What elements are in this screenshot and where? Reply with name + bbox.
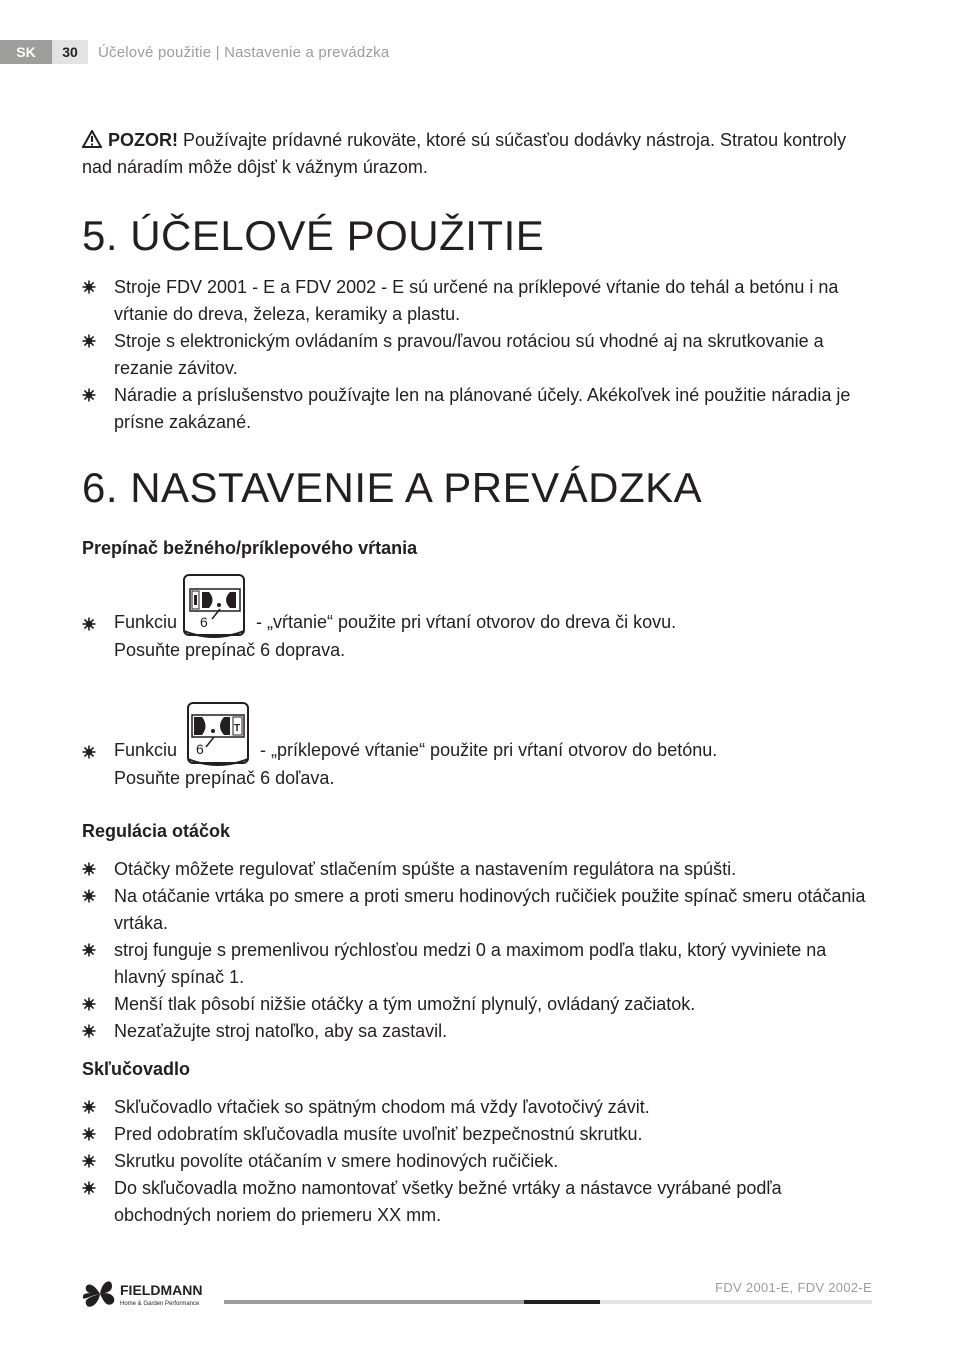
bullet-icon — [82, 617, 96, 631]
page-number: 30 — [52, 40, 88, 64]
header-title: Účelové použitie | Nastavenie a prevádzka — [98, 43, 390, 61]
bullet-icon — [82, 745, 96, 759]
bullet-icon — [82, 1024, 96, 1038]
bullet-icon — [82, 889, 96, 903]
drill-mode-switch-icon — [182, 573, 246, 641]
list-item: Menší tlak pôsobí nižšie otáčky a tým umožní plynulý, ovládaný začiatok. — [82, 991, 872, 1018]
list-item: Stroje FDV 2001 - E a FDV 2002 - E sú určené na príklepové vŕtanie do tehál a betónu i na vŕtanie do dreva, železa, keramiky a plastu. — [82, 274, 872, 328]
bullet-icon — [82, 388, 96, 402]
switch-instruction: Posuňte prepínač 6 doľava. — [114, 768, 335, 788]
section-6-title: 6. NASTAVENIE A PREVÁDZKA — [82, 464, 703, 511]
bullet-icon — [82, 280, 96, 294]
section-5-title: 5. ÚČELOVÉ POUŽITIE — [82, 212, 545, 259]
list-item: Skrutku povolíte otáčaním v smere hodinových ručičiek. — [82, 1148, 872, 1175]
section-5-list — [82, 274, 872, 436]
list-item: Pred odobratím skľučovadla musíte uvoľniť bezpečnostnú skrutku. — [82, 1121, 872, 1148]
list-item: Stroje s elektronickým ovládaním s pravou/ľavou rotáciou sú vhodné aj na skrutkovanie a rezanie závitov. — [82, 328, 872, 382]
switch-instruction: Posuňte prepínač 6 doprava. — [114, 640, 346, 660]
warning-block — [82, 127, 872, 181]
switch-hammer-row — [82, 701, 872, 797]
logo-brand: FIELDMANN — [120, 1282, 203, 1298]
bullet-icon — [82, 1181, 96, 1195]
switch-number: 6 — [196, 741, 204, 757]
svg-text:T: T — [234, 723, 241, 734]
footer-line-light — [600, 1300, 872, 1304]
language-tag: SK — [0, 40, 52, 64]
page-header — [0, 40, 389, 64]
list-item: Skľučovadlo vŕtačiek so spätným chodom má vždy ľavotočivý závit. — [82, 1094, 872, 1121]
fieldmann-logo — [82, 1276, 222, 1312]
list-item: Otáčky môžete regulovať stlačením spúšte a nastavením regulátora na spúšti. — [82, 856, 872, 883]
logo-tagline: Home & Garden Performance — [120, 1301, 200, 1307]
warning-triangle-icon — [82, 130, 102, 148]
warning-text: Používajte prídavné rukoväte, ktoré sú súčasťou dodávky nástroja. Stratou kontroly nad náradím môže dôjsť k vážnym úrazom. — [82, 130, 847, 177]
footer-line-dark — [524, 1300, 600, 1304]
bullet-icon — [82, 1127, 96, 1141]
switch-drilling-row — [82, 573, 872, 669]
switch-prefix: Funkciu — [114, 740, 178, 760]
list-item: Náradie a príslušenstvo používajte len na plánované účely. Akékoľvek iné použitie náradia je prísne zakázané. — [82, 382, 872, 436]
speed-list — [82, 856, 872, 1045]
footer-line-grey — [224, 1300, 524, 1304]
subsection-chuck-title: Skľučovadlo — [82, 1059, 190, 1079]
list-item: stroj funguje s premenlivou rýchlosťou medzi 0 a maximom podľa tlaku, ktorý vyviniete na hlavný spínač 1. — [82, 937, 872, 991]
switch-prefix: Funkciu — [114, 612, 178, 632]
hammer-mode-switch-icon — [186, 701, 250, 769]
warning-label: POZOR! — [108, 130, 178, 150]
switch-number: 6 — [200, 614, 208, 630]
bullet-icon — [82, 862, 96, 876]
chuck-list — [82, 1094, 872, 1229]
switch-description: - „príklepové vŕtanie“ použite pri vŕtaní otvorov do betónu. — [260, 740, 718, 760]
warning-paragraph — [82, 127, 872, 181]
section-5 — [82, 212, 872, 436]
bullet-icon — [82, 334, 96, 348]
footer-model: FDV 2001-E, FDV 2002-E — [715, 1280, 872, 1295]
list-item: Nezaťažujte stroj natoľko, aby sa zastavil. — [82, 1018, 872, 1045]
subsection-switch-title: Prepínač bežného/príklepového vŕtania — [82, 538, 418, 558]
bullet-icon — [82, 997, 96, 1011]
switch-description: - „vŕtanie“ použite pri vŕtaní otvorov do dreva či kovu. — [256, 612, 677, 632]
subsection-speed-title: Regulácia otáčok — [82, 821, 231, 841]
section-6 — [82, 464, 872, 1229]
list-item: Do skľučovadla možno namontovať všetky bežné vrtáky a nástavce vyrábané podľa obchodných noriem do priemeru XX mm. — [82, 1175, 872, 1229]
list-item: Na otáčanie vrtáka po smere a proti smeru hodinových ručičiek použite spínač smeru otáčania vrtáka. — [82, 883, 872, 937]
bullet-icon — [82, 943, 96, 957]
bullet-icon — [82, 1154, 96, 1168]
bullet-icon — [82, 1100, 96, 1114]
